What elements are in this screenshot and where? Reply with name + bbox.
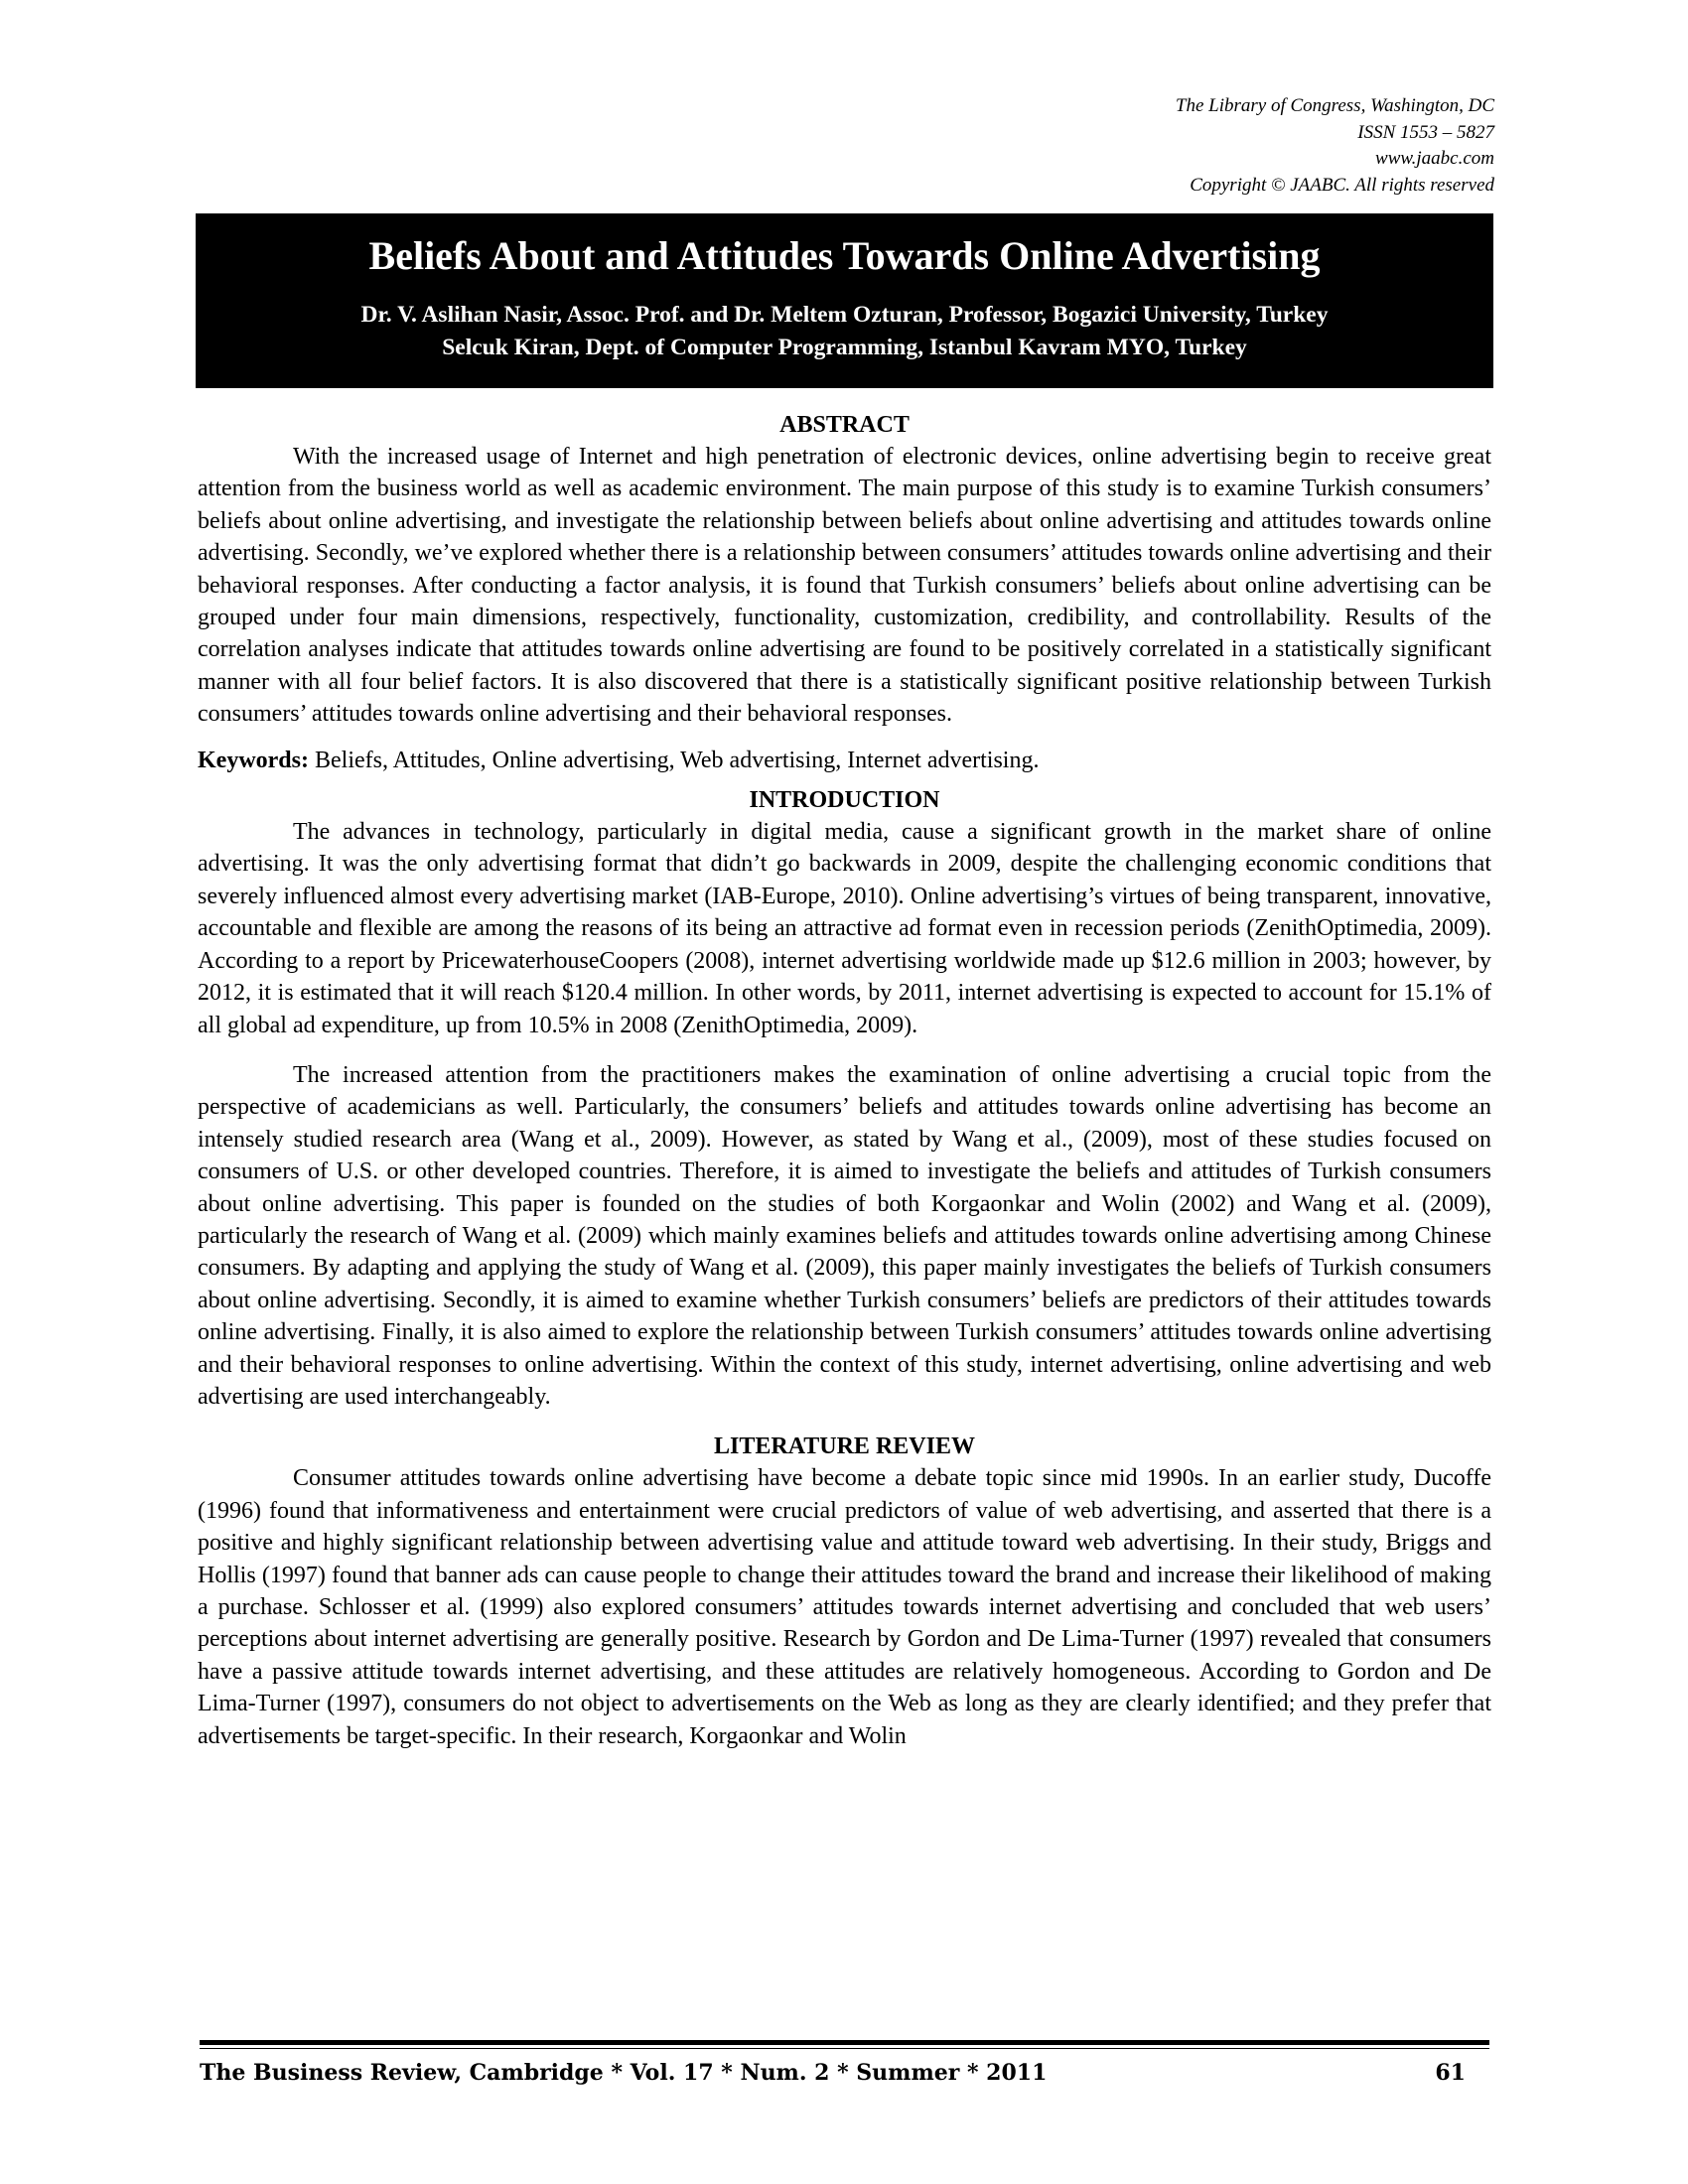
literature-review-heading: LITERATURE REVIEW bbox=[714, 1433, 975, 1460]
paper-title: Beliefs About and Attitudes Towards Online Advertising bbox=[368, 233, 1321, 278]
author-line-1: Dr. V. Aslihan Nasir, Assoc. Prof. and Dr. Meltem Ozturan, Professor, Bogazici University, Turkey bbox=[360, 302, 1329, 328]
abstract-text: With the increased usage of Internet and high penetration of electronic devices, online advertising begin to receive great attention from the business world as well as academic environment. The main purpose of this study is to examine Turkish consumers’ beliefs about online advertising, and investigate the relationship between beliefs about online advertising and attitudes towards online advertising. Secondly, we’ve explored whether there is a relationship between consumers’ attitudes towards online advertising and their behavioral responses. After conducting a factor analysis, it is found that Turkish consumers’ beliefs about online advertising can be grouped under four main dimensions, respectively, functionality, customization, credibility, and controllability. Results of the correlation analyses indicate that attitudes towards online advertising are found to be positively correlated in a statistically significant manner with all four belief factors. It is also discovered that there is a statistically significant positive relationship between Turkish consumers’ attitudes towards online advertising and their behavioral responses. bbox=[198, 444, 1491, 728]
introduction-paragraph: The increased attention from the practitioners makes the examination of online advertising a crucial topic from the perspective of academicians as well. Particularly, the consumers’ beliefs and attitudes towards online advertising has become an intensely studied research area (Wang et al., 2009). However, as stated by Wang et al., (2009), most of these studies focused on consumers of U.S. or other developed countries. Therefore, it is aimed to investigate the beliefs and attitudes of Turkish consumers about online advertising. This paper is founded on the studies of both Korgaonkar and Wolin (2002) and Wang et al. (2009), particularly the research of Wang et al. (2009) which mainly examines beliefs and attitudes towards online advertising among Chinese consumers. By adapting and applying the study of Wang et al. (2009), this paper mainly investigates the beliefs of Turkish consumers about online advertising. Secondly, it is aimed to examine whether Turkish consumers’ beliefs are predictors of their attitudes towards online advertising. Finally, it is also aimed to explore the relationship between Turkish consumers’ attitudes towards online advertising and their behavioral responses to online advertising. Within the context of this study, internet advertising, online advertising and web advertising are used interchangeably. bbox=[198, 1061, 1491, 1410]
header-website: www.jaabc.com bbox=[1375, 148, 1494, 169]
introduction-paragraph: The advances in technology, particularly in digital media, cause a significant growth in the market share of online advertising. It was the only advertising format that didn’t go backwards in 2009, despite the challenging economic conditions that severely influenced almost every advertising market (IAB-Europe, 2010). Online advertising’s virtues of being transparent, innovative, accountable and flexible are among the reasons of its being an attractive ad format even in recession periods (ZenithOptimedia, 2009). According to a report by PricewaterhouseCoopers (2008), internet advertising worldwide made up $12.6 million in 2003; however, by 2012, it is estimated that it will reach $120.4 million. In other words, by 2011, internet advertising is expected to account for 15.1% of all global ad expenditure, up from 10.5% in 2008 (ZenithOptimedia, 2009). bbox=[198, 819, 1491, 1038]
keywords-label: Keywords: bbox=[198, 747, 309, 773]
title-banner bbox=[196, 213, 1493, 388]
page-number: 61 bbox=[1435, 2060, 1466, 2086]
keywords-text: Beliefs, Attitudes, Online advertising, Web advertising, Internet advertising. bbox=[308, 747, 1040, 773]
author-affiliations bbox=[196, 299, 1493, 364]
footer-rule bbox=[200, 2040, 1489, 2049]
introduction-heading: INTRODUCTION bbox=[749, 787, 940, 814]
header-copyright: Copyright © JAABC. All rights reserved bbox=[1190, 174, 1494, 196]
literature-review-paragraph: Consumer attitudes towards online advertising have become a debate topic since mid 1990s. In an earlier study, Ducoffe (1996) found that informativeness and entertainment were crucial predictors of value of web advertising, and asserted that there is a positive and highly significant relationship between advertising value and attitude toward web advertising. In their study, Briggs and Hollis (1997) found that banner ads can cause people to change their attitudes toward the brand and increase their likelihood of making a purchase. Schlosser et al. (1999) also explored consumers’ attitudes towards internet advertising and concluded that web users’ perceptions about internet advertising are generally positive. Research by Gordon and De Lima-Turner (1997) revealed that consumers have a passive attitude towards internet advertising, and these attitudes are relatively homogeneous. According to Gordon and De Lima-Turner (1997), consumers do not object to advertisements on the Web as long as they are clearly identified; and they prefer that advertisements be target-specific. In their research, Korgaonkar and Wolin bbox=[198, 1465, 1491, 1749]
paper-body bbox=[198, 409, 1491, 1752]
keywords bbox=[198, 745, 1491, 776]
abstract-heading: ABSTRACT bbox=[779, 412, 910, 438]
footer-journal: The Business Review, Cambridge * Vol. 17 * Num. 2 * Summer * 2011 bbox=[200, 2060, 1048, 2086]
journal-header bbox=[799, 93, 1494, 199]
header-library: The Library of Congress, Washington, DC bbox=[1175, 95, 1494, 116]
author-line-2: Selcuk Kiran, Dept. of Computer Programming, Istanbul Kavram MYO, Turkey bbox=[442, 335, 1247, 360]
header-issn: ISSN 1553 – 5827 bbox=[1357, 121, 1494, 143]
